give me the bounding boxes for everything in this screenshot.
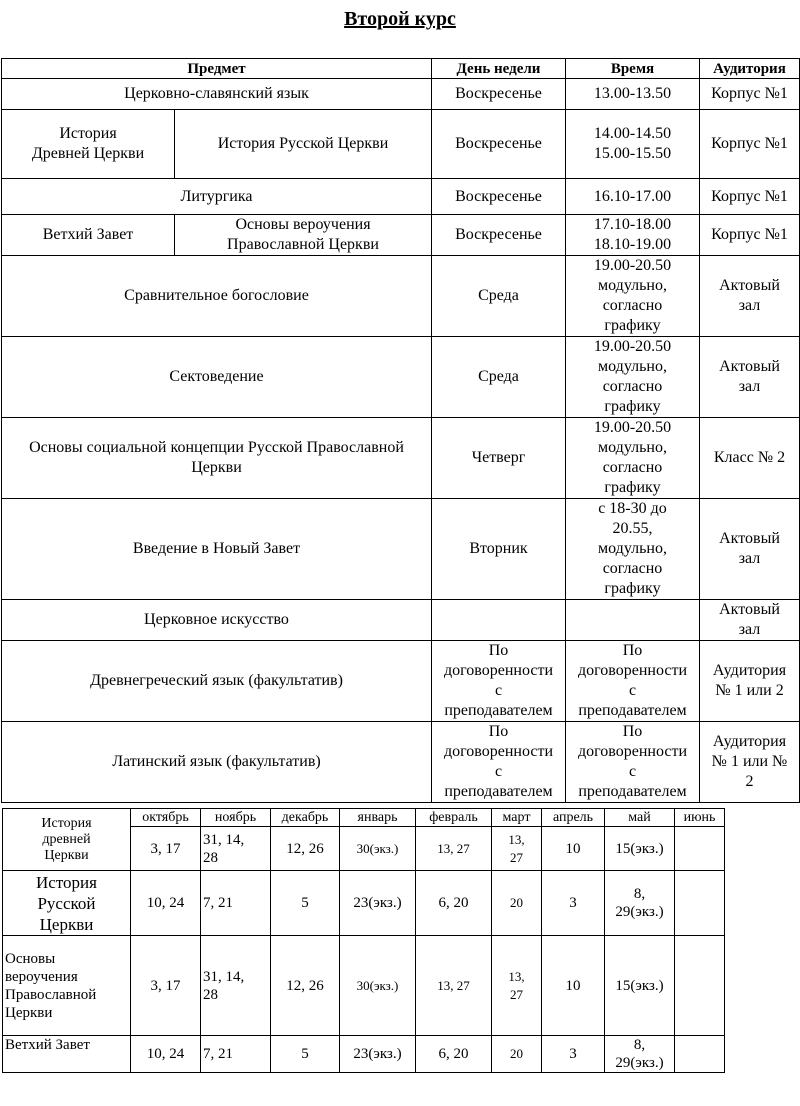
day-cell xyxy=(432,600,566,641)
date-cell: 5 xyxy=(271,871,340,936)
header-day: День недели xyxy=(432,59,566,79)
table-row xyxy=(2,600,800,641)
calendar-subject-cell: Основы вероучения Православной Церкви xyxy=(3,936,131,1036)
calendar-table xyxy=(2,808,725,1073)
date-cell: 15(экз.) xyxy=(605,827,675,871)
date-cell: 8, 29(экз.) xyxy=(605,871,675,936)
day-cell: Воскресенье xyxy=(432,179,566,215)
calendar-subject-cell: История Русской Церкви xyxy=(3,871,131,936)
date-cell: 12, 26 xyxy=(271,936,340,1036)
time-cell xyxy=(566,600,700,641)
table-row xyxy=(2,641,800,722)
subject-cell: Древнегреческий язык (факультатив) xyxy=(2,641,432,722)
schedule-header-row xyxy=(2,59,800,79)
date-cell: 7, 21 xyxy=(201,1036,271,1073)
date-cell xyxy=(675,827,725,871)
table-row xyxy=(3,936,725,1036)
subject-cell: Основы вероучения Православной Церкви xyxy=(175,215,432,256)
date-cell xyxy=(675,871,725,936)
time-cell: 19.00-20.50 модульно, согласно графику xyxy=(566,337,700,418)
month-header: май xyxy=(605,809,675,827)
month-header: декабрь xyxy=(271,809,340,827)
subject-cell: Сектоведение xyxy=(2,337,432,418)
table-row xyxy=(2,418,800,499)
subject-cell: Латинский язык (факультатив) xyxy=(2,722,432,803)
date-cell: 23(экз.) xyxy=(340,1036,416,1073)
date-cell: 20 xyxy=(492,871,542,936)
page-title: Второй курс xyxy=(344,8,456,30)
date-cell: 3, 17 xyxy=(131,936,201,1036)
time-cell: 14.00-14.50 15.00-15.50 xyxy=(566,110,700,179)
date-cell: 7, 21 xyxy=(201,871,271,936)
subject-cell: Введение в Новый Завет xyxy=(2,499,432,600)
subject-cell: Ветхий Завет xyxy=(2,215,175,256)
day-cell: Среда xyxy=(432,337,566,418)
date-cell: 20 xyxy=(492,1036,542,1073)
date-cell: 8, 29(экз.) xyxy=(605,1036,675,1073)
day-cell: Воскресенье xyxy=(432,215,566,256)
day-cell: По договоренности с преподавателем xyxy=(432,641,566,722)
date-cell: 30(экз.) xyxy=(340,827,416,871)
time-cell: с 18-30 до 20.55, модульно, согласно графику xyxy=(566,499,700,600)
date-cell: 15(экз.) xyxy=(605,936,675,1036)
date-cell: 3 xyxy=(542,871,605,936)
date-cell: 10, 24 xyxy=(131,871,201,936)
time-cell: 19.00-20.50 модульно, согласно графику xyxy=(566,256,700,337)
date-cell: 13, 27 xyxy=(416,936,492,1036)
date-cell: 10 xyxy=(542,936,605,1036)
room-cell: Корпус №1 xyxy=(700,215,800,256)
day-cell: Четверг xyxy=(432,418,566,499)
month-header: март xyxy=(492,809,542,827)
header-time: Время xyxy=(566,59,700,79)
time-cell: 19.00-20.50 модульно, согласно графику xyxy=(566,418,700,499)
month-header: февраль xyxy=(416,809,492,827)
room-cell: Актовый зал xyxy=(700,337,800,418)
room-cell: Корпус №1 xyxy=(700,79,800,110)
day-cell: Вторник xyxy=(432,499,566,600)
date-cell: 13, 27 xyxy=(492,936,542,1036)
table-row xyxy=(2,79,800,110)
table-row xyxy=(2,256,800,337)
time-cell: По договоренности с преподавателем xyxy=(566,722,700,803)
header-room: Аудитория xyxy=(700,59,800,79)
day-cell: Среда xyxy=(432,256,566,337)
room-cell: Аудитория № 1 или № 2 xyxy=(700,722,800,803)
date-cell: 12, 26 xyxy=(271,827,340,871)
schedule-table xyxy=(1,58,800,803)
month-header: апрель xyxy=(542,809,605,827)
header-subject: Предмет xyxy=(2,59,432,79)
room-cell: Актовый зал xyxy=(700,256,800,337)
subject-cell: Сравнительное богословие xyxy=(2,256,432,337)
month-header: январь xyxy=(340,809,416,827)
date-cell: 30(экз.) xyxy=(340,936,416,1036)
subject-cell: Основы социальной концепции Русской Православной Церкви xyxy=(2,418,432,499)
room-cell: Актовый зал xyxy=(700,499,800,600)
date-cell: 13, 27 xyxy=(416,827,492,871)
table-row xyxy=(3,1036,725,1073)
date-cell xyxy=(675,1036,725,1073)
time-cell: 16.10-17.00 xyxy=(566,179,700,215)
subject-cell: Церковно-славянский язык xyxy=(2,79,432,110)
date-cell: 6, 20 xyxy=(416,871,492,936)
calendar-header-row xyxy=(3,809,725,827)
day-cell: Воскресенье xyxy=(432,110,566,179)
table-row xyxy=(3,871,725,936)
day-cell: По договоренности с преподавателем xyxy=(432,722,566,803)
date-cell: 6, 20 xyxy=(416,1036,492,1073)
date-cell xyxy=(675,936,725,1036)
table-row xyxy=(2,337,800,418)
date-cell: 13, 27 xyxy=(492,827,542,871)
calendar-subject-cell: Ветхий Завет xyxy=(3,1036,131,1073)
subject-cell: Литургика xyxy=(2,179,432,215)
month-header: ноябрь xyxy=(201,809,271,827)
room-cell: Корпус №1 xyxy=(700,110,800,179)
date-cell: 31, 14, 28 xyxy=(201,936,271,1036)
day-cell: Воскресенье xyxy=(432,79,566,110)
month-header: июнь xyxy=(675,809,725,827)
room-cell: Класс № 2 xyxy=(700,418,800,499)
date-cell: 10, 24 xyxy=(131,1036,201,1073)
calendar-subject-cell: История древней Церкви xyxy=(3,809,131,871)
room-cell: Корпус №1 xyxy=(700,179,800,215)
table-row xyxy=(2,499,800,600)
time-cell: 13.00-13.50 xyxy=(566,79,700,110)
date-cell: 5 xyxy=(271,1036,340,1073)
date-cell: 3 xyxy=(542,1036,605,1073)
date-cell: 3, 17 xyxy=(131,827,201,871)
date-cell: 10 xyxy=(542,827,605,871)
room-cell: Актовый зал xyxy=(700,600,800,641)
subject-cell: Церковное искусство xyxy=(2,600,432,641)
table-row xyxy=(2,179,800,215)
date-cell: 23(экз.) xyxy=(340,871,416,936)
time-cell: 17.10-18.00 18.10-19.00 xyxy=(566,215,700,256)
subject-cell: История Русской Церкви xyxy=(175,110,432,179)
room-cell: Аудитория № 1 или 2 xyxy=(700,641,800,722)
table-row xyxy=(2,722,800,803)
subject-cell: История Древней Церкви xyxy=(2,110,175,179)
time-cell: По договоренности с преподавателем xyxy=(566,641,700,722)
table-row xyxy=(2,110,800,179)
date-cell: 31, 14, 28 xyxy=(201,827,271,871)
table-row xyxy=(2,215,800,256)
month-header: октябрь xyxy=(131,809,201,827)
